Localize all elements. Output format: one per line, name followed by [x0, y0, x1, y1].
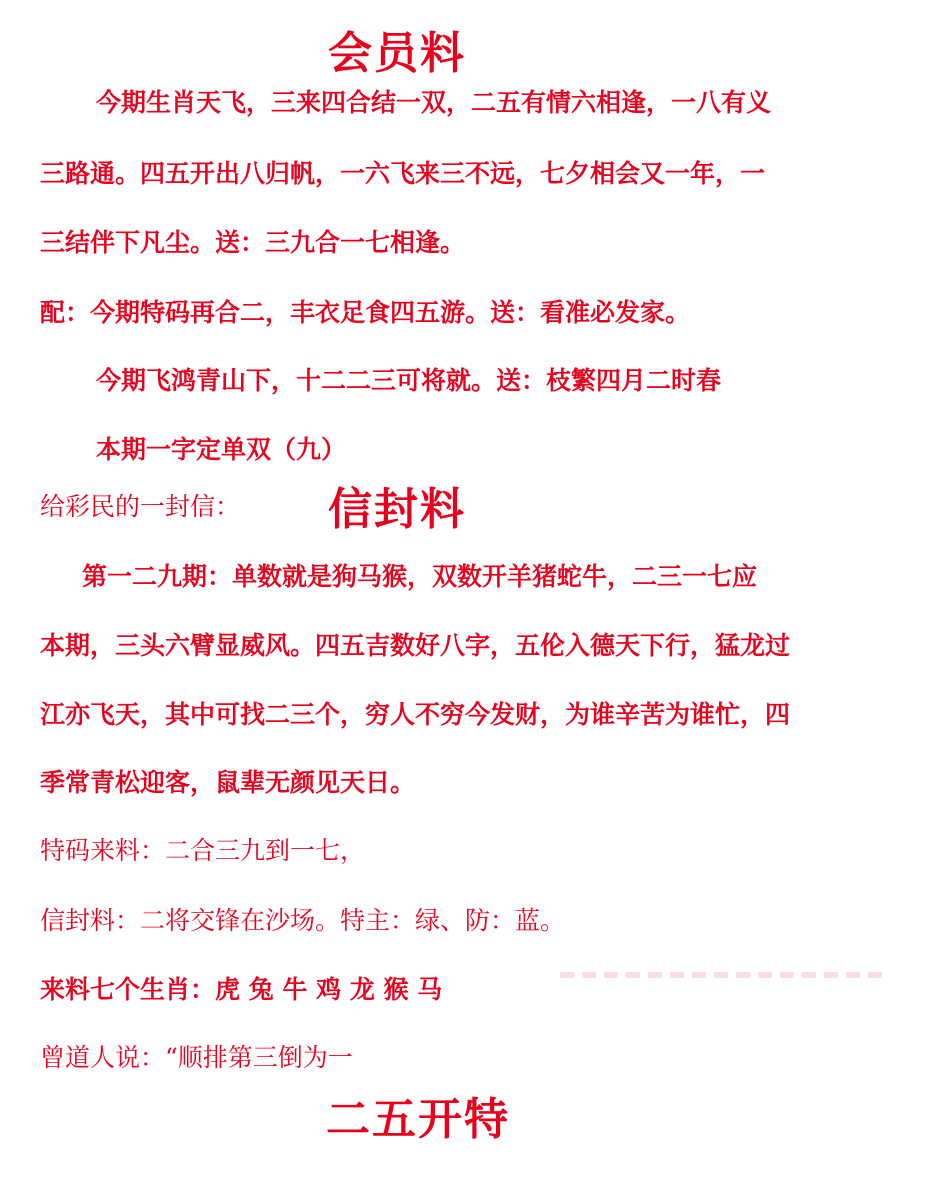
letter-line-1: 第一二九期：单数就是狗马猴，双数开羊猪蛇牛，二三一七应 [82, 562, 758, 591]
danshuang-line: 本期一字定单双（九） [96, 435, 347, 464]
title-xinfengliao: 信封料 [328, 484, 466, 535]
letter-intro: 给彩民的一封信： [40, 492, 241, 521]
tema-line: 特码来料：二合三九到一七， [40, 836, 366, 865]
poem-line-2: 三路通。四五开出八归帆，一六飞来三不远，七夕相会又一年，一 [40, 159, 766, 188]
letter-line-4: 季常青松迎客，鼠辈无颜见天日。 [40, 768, 416, 797]
xinfeng-line: 信封料：二将交锋在沙场。特主：绿、防：蓝。 [40, 906, 566, 935]
poem-line-1: 今期生肖天飞，三来四合结一双，二五有情六相逢，一八有义 [96, 88, 772, 117]
faint-mark [560, 972, 890, 978]
footer-title: 二五开特 [326, 1094, 510, 1145]
poem-line-3: 三结伴下凡尘。送：三九合一七相逢。 [40, 228, 466, 257]
zengdaoren-line: 曾道人说：“顺排第三倒为一 [40, 1043, 353, 1072]
letter-line-2: 本期，三头六臂显威风。四五吉数好八字，五伦入德天下行，猛龙过 [40, 631, 791, 660]
letter-line-3: 江亦飞天，其中可找二三个，穷人不穷今发财，为谁辛苦为谁忙，四 [40, 700, 791, 729]
shengxiao-line: 来料七个生肖：虎 兔 牛 鸡 龙 猴 马 [40, 975, 443, 1004]
title-huiyuanliao: 会员料 [328, 28, 466, 79]
pei-line: 配：今期特码再合二，丰衣足食四五游。送：看准必发家。 [40, 298, 691, 327]
feihong-line: 今期飞鸿青山下，十二二三可将就。送：枝繁四月二时春 [96, 366, 722, 395]
